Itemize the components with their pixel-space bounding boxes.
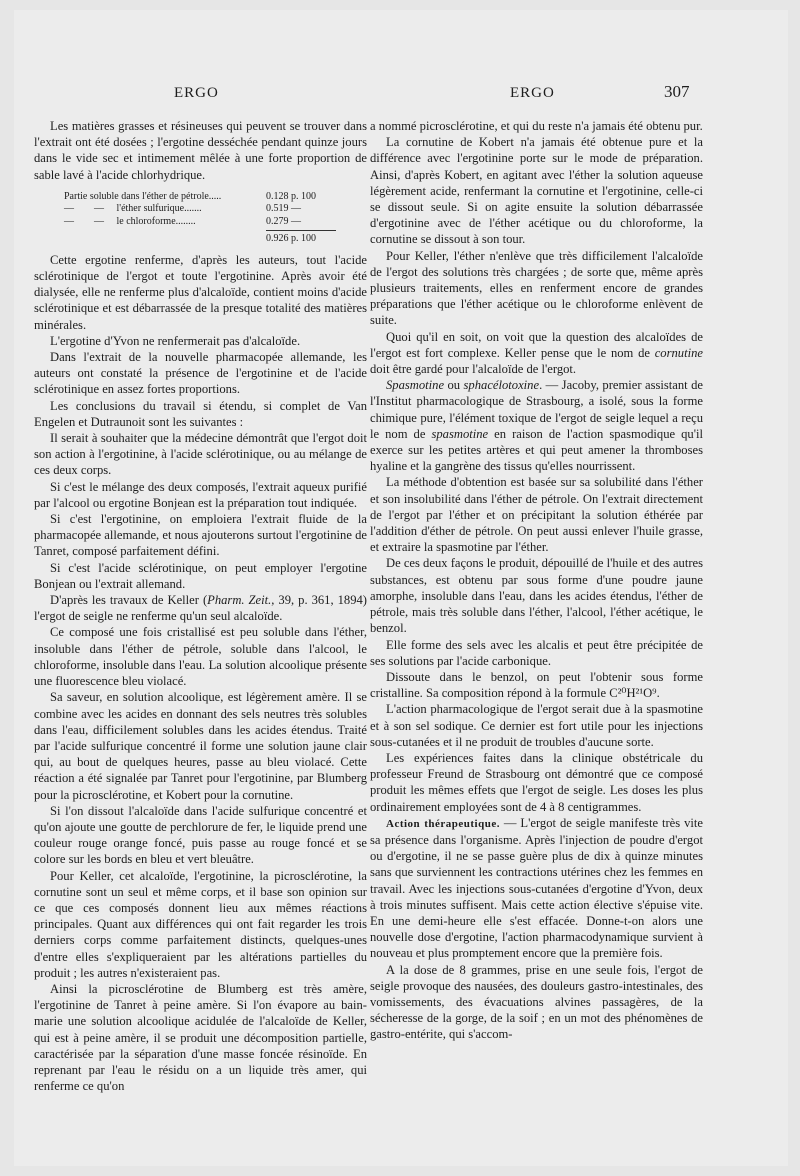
paragraph: Il serait à souhaiter que la médecine démontrât que l'ergot doit son action à l'ergotinine, à l'acide sclérotinique, ou au mélange de ces deux corps. [34,431,367,478]
paragraph: Pour Keller, cet alcaloïde, l'ergotinine, la picrosclérotine, la cornutine sont un seul et même corps, et il base son opinion sur ce que ces composés donnent lieu aux mêmes réactions principales. Quant aux différences qui ont fait regarder les trois derniers corps comme parfaitement distincts, quelques-unes d'entre elles s'expliqueraient par les altérations partielles du produit ; les autres n'existeraient pas. [34,868,367,980]
paragraph: Si c'est l'ergotinine, on emploiera l'extrait fluide de la pharmacopée allemande, et nous ajouterons surtout l'ergotinine de Tanret, composé parfaitement défini. [34,512,367,559]
italic-term: cornutine [654,345,703,360]
paragraph: La méthode d'obtention est basée sur sa solubilité dans l'éther et son insolubilité dans l'éther de pétrole. On l'extrait directement de l'ergot par l'éther et on précipitant la solution éthérée par l'addition d'éther de pétrole. On peut aussi enlever l'huile grasse, et extraire la spasmotine par l'éther. [370,475,703,555]
paragraph: D'après les travaux de Keller (Pharm. Zeit., 39, p. 361, 1894) l'ergot de seigle ne renferme qu'un seul alcaloïde. [34,593,367,624]
paragraph: Quoi qu'il en soit, on voit que la question des alcaloïdes de l'ergot est fort complexe. Keller pense que le nom de cornutine doit être gardé pour l'alcaloïde de l'ergot. [370,329,703,377]
paragraph: Spasmotine ou sphacélotoxine. — Jacoby, premier assistant de l'Institut pharmacologique de Strasbourg, a isolé, sous la forme chimique pure, l'élément toxique de l'ergot de seigle lequel a reçu le nom de spasmotine en raison de l'action spasmodique qu'il exerce sur les petites artères et qui peut amener la thromboses hyaline et la gangrène des tissus qu'elles nourrissent. [370,378,703,474]
italic-term: spasmotine [431,426,489,441]
running-head-right: ERGO [510,85,555,101]
italic-term: Spasmotine [386,378,445,393]
running-head-left: ERGO [174,85,219,101]
paragraph: Dissoute dans le benzol, on peut l'obtenir sous forme cristalline. Sa composition répond à la formule C²⁰H²¹O⁹. [370,669,703,701]
paragraph: Les matières grasses et résineuses qui peuvent se trouver dans l'extrait ont été dosées ; l'ergotine desséchée pendant quinze jours dans le vide sec et intimement mêlée à une forte proportion de sable lavé à l'acide chlorhydrique. [34,119,367,182]
paragraph: Pour Keller, l'éther n'enlève que très difficilement l'alcaloïde de l'ergot des solutions très chargées ; de sorte que, même après plusieurs traitements, elles en renferment encore de grandes préparations que l'éther acétique ou le chloroforme enlèvent de suite. [370,248,703,328]
solubility-table [34,191,367,246]
table-cell-label: — — le chloroforme........ [64,215,196,227]
table-cell-value: 0.279 — [266,215,301,227]
paragraph: De ces deux façons le produit, dépouillé de l'huile et des autres substances, est obtenu par sous forme d'une poudre jaune amorphe, insoluble dans l'eau, dans les acides étendus, l'éther de pétrole, mais très soluble dans l'éther, l'alcool, l'éther acétique, le benzol. [370,556,704,636]
section-heading: Action thérapeutique. [386,817,500,830]
left-column [34,118,367,1094]
paragraph: A la dose de 8 grammes, prise en une seule fois, l'ergot de seigle provoque des nausées, des douleurs gastro-intestinales, des vomissements, des évacuations alvines passagères, de la sécheresse de la gorge, de la soif ; en un mot des phénomènes de gastro-entérite, qui s'accom- [370,962,703,1042]
journal-title: Pharm. Zeit. [207,593,272,608]
table-cell-label: Partie soluble dans l'éther de pétrole..... [64,190,222,202]
paragraph: a nommé picrosclérotine, et qui du reste n'a jamais été obtenu pur. [370,119,703,133]
italic-term: sphacélotoxine [463,378,540,393]
paragraph: La cornutine de Kobert n'a jamais été obtenue pure et la différence avec l'ergotinine porte sur le mode de préparation. Ainsi, d'après Kobert, en agitant avec l'éther la solution aqueuse légèrement acide, renfermant la cornutine et l'ergotinine, celle-ci se dissout seule. Si on agite ensuite la solution débarrassée d'ergotinine avec de l'éther acétique ou du chloroforme, la cornutine se dissout à son tour. [370,135,703,247]
table-cell-value: 0.519 — [266,203,301,215]
paragraph: Action thérapeutique. — L'ergot de seigle manifeste très vite sa présence dans l'organisme. Après l'injection de poudre d'ergot ou d'ergotine, il ne se passe guère plus de dix à quinze minutes sans que surviennent les contractions utérines chez les femmes en travail. Avec les injections sous-cutanées d'ergotine d'Yvon, deux à trois minutes suffisent. Mais cette action élective s'épuise vite. En une demi-heure elle s'est effacée. Donne-t-on alors une nouvelle dose d'ergotine, l'action pharmacodynamique survient à nouveau et plus promptement encore que la première fois. [370,815,703,961]
right-column [370,118,703,1043]
table-total: 0.926 p. 100 [266,230,336,246]
paragraph: L'action pharmacologique de l'ergot serait due à la spasmotine et à son sel sodique. Ce dernier est fort utile pour les injections sous-cutanées et il ne produit de troubles d'aucune sorte. [370,702,703,749]
paragraph: Si l'on dissout l'alcaloïde dans l'acide sulfurique concentré et qu'on ajoute une goutte de perchlorure de fer, le liquide prend une couleur rouge orange foncé, puis passe au rouge foncé et se colore sur les bords en bleu et vert bleuâtre. [34,803,367,867]
paragraph: Ce composé une fois cristallisé est peu soluble dans l'éther, insoluble dans l'éther de pétrole, soluble dans l'alcool, le chloroforme, insoluble dans l'eau. La solution alcoolique présente une fluorescence bleu violacé. [34,625,367,689]
page-number: 307 [664,82,690,101]
paragraph: Cette ergotine renferme, d'après les auteurs, tout l'acide sclérotinique de l'ergot et toute l'ergotinine. Après avoir été dialysée, elle ne renferme plus d'alcaloïde, contient moins d'acide sclérotinique et est débarrassée de la presque totalité des matières minérales. [34,252,367,332]
paragraph: Si c'est l'acide sclérotinique, on peut employer l'ergotine Bonjean ou l'extrait allemand. [34,560,367,591]
paragraph: Dans l'extrait de la nouvelle pharmacopée allemande, les auteurs ont constaté la présence de l'ergotinine et de l'acide sclérotinique en assez fortes proportions. [34,350,367,397]
table-cell-label: — — l'éther sulfurique....... [64,203,202,215]
table-row [34,203,367,216]
paragraph: Ainsi la picrosclérotine de Blumberg est très amère, l'ergotinine de Tanret à peine amère. Si l'on évapore au bain-marie une solution alcoolique acidulée de l'alcaloïde de Keller, qui est à peine amère, il se produit une décomposition partielle, caractérisée par la séparation d'une masse foncée résinoïde. En reprenant par l'eau le résidu on a un liquide très amer, qui renferme ce qu'on [34,981,367,1094]
table-row [34,191,367,204]
paragraph: Sa saveur, en solution alcoolique, est légèrement amère. Il se combine avec les acides en donnant des sels neutres très solubles dans l'eau, difficilement solubles dans les acides étendus. Traité par l'acide sulfurique concentré il forme une solution jaune clair qui, au bout de quelques heures, passe au bleu violacé. Cette réaction a été signalée par Tanret pour l'ergotinine, par Blumberg pour la picrosclérotine, et Kobert pour la cornutine. [34,690,367,802]
table-total-row [34,228,367,246]
paragraph: L'ergotine d'Yvon ne renfermerait pas d'alcaloïde. [50,333,301,348]
table-cell-value: 0.128 p. 100 [266,190,316,202]
paragraph: Les expériences faites dans la clinique obstétricale du professeur Freund de Strasbourg ont démontré que ce composé produit les mêmes effets que l'ergot de seigle. Les doses les plus ordinairement employées sont de 4 à 8 centigrammes. [370,750,703,814]
paragraph: Les conclusions du travail si étendu, si complet de Van Engelen et Dutraunoit sont les suivantes : [34,398,367,429]
paragraph: Elle forme des sels avec les alcalis et peut être précipitée de ses solutions par l'acide carbonique. [370,637,703,668]
paragraph: Si c'est le mélange des deux composés, l'extrait aqueux purifié par l'alcool ou ergotine Bonjean est la préparation tout indiquée. [34,479,367,510]
table-row [34,216,367,229]
